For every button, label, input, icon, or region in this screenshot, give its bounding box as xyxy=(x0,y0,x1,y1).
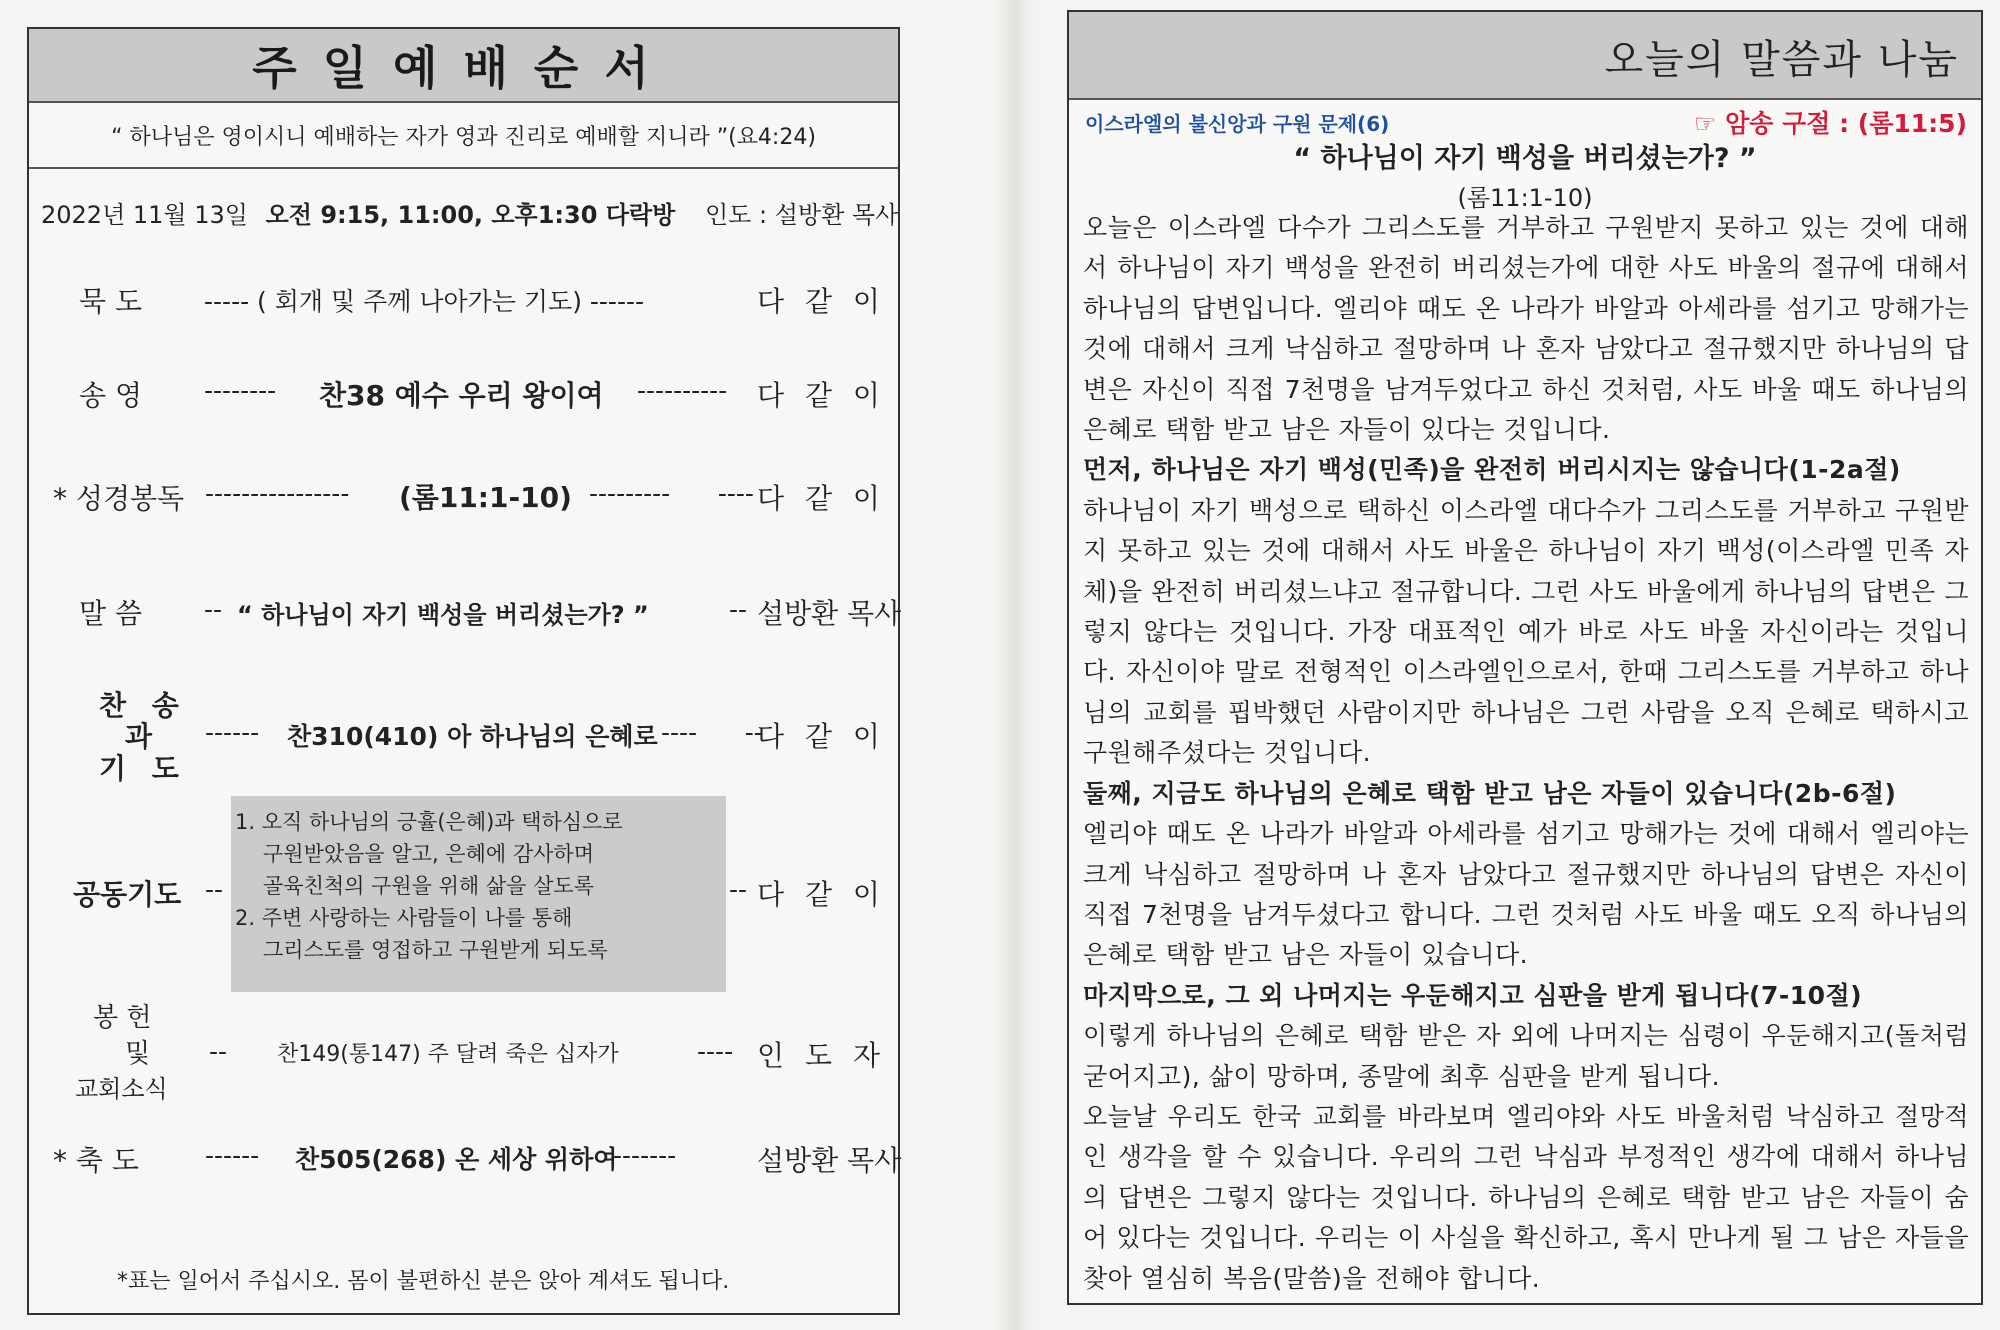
order-by-silent-prayer: 다 같 이 xyxy=(757,285,886,318)
order-by-benediction: 설방환 목사 xyxy=(757,1144,902,1177)
theme-verse: “ 하나님은 영이시니 예배하는 자가 영과 진리로 예배할 지니라 ”(요4:24) xyxy=(29,103,898,169)
worship-order-header xyxy=(29,29,898,103)
order-label-hymn-2: 과 xyxy=(125,720,153,753)
order-by-reading: 다 같 이 xyxy=(757,482,886,515)
sermon-point-heading: 둘째, 지금도 하나님의 은혜로 택함 받고 남은 자들이 있습니다(2b-6절) xyxy=(1083,778,1897,808)
order-label-hymn-1: 찬 송 xyxy=(99,689,187,722)
order-dash-offering-post: ---- xyxy=(697,1037,734,1066)
order-by-praise: 다 같 이 xyxy=(757,379,886,412)
order-label-benediction: * 축 도 xyxy=(53,1144,139,1177)
order-by-sermon: 설방환 목사 xyxy=(757,597,902,630)
sermon-paragraph: 하나님이 자기 백성으로 택하신 이스라엘 대다수가 그리스도를 거부하고 구원받지 못하고 있는 것에 대해서 사도 바울은 하나님이 자기 백성(이스라엘 민족 자체)을 완전히 버리셨느냐고 절규합니다. 그런 사도 바울에게 하나님의 답변은 그렇지 않다는 것입니다. 가장 대표적인 예가 바로 사도 바울 자신이라는 것입니다. 자신이야 말로 전형적인 이스라엘인으로서, 한때 그리스도를 거부하고 하나님의 교회를 핍박했던 사람이지만 하나님은 그런 사람을 오직 은혜로 택하시고 구원해주셨다는 것입니다. xyxy=(1083,495,1969,768)
order-content-reading: (롬11:1-10) xyxy=(399,481,572,514)
todays-word-panel xyxy=(1067,10,1983,1305)
order-label-hymn-3: 기 도 xyxy=(99,752,187,785)
sermon-body xyxy=(1083,208,1969,1299)
order-content-silent-prayer: ----- ( 회개 및 주께 나아가는 기도) ------ xyxy=(204,287,645,316)
order-dash-sermon-post: -- xyxy=(729,595,748,624)
order-dash-praise-post: ---------- xyxy=(637,376,728,405)
sermon-paragraph: 이렇게 하나님의 은혜로 택함 받은 자 외에 나머지는 심령이 우둔해지고(돌처럼 굳어지고), 삶이 망하며, 종말에 최후 심판을 받게 됩니다. xyxy=(1083,1021,1969,1091)
order-dash-common-prayer-post: -- xyxy=(729,875,748,904)
sermon-point-heading: 마지막으로, 그 외 나머지는 우둔해지고 심판을 받게 됩니다(7-10절) xyxy=(1083,980,1863,1010)
order-label-reading: * 성경봉독 xyxy=(53,482,185,515)
worship-order-panel xyxy=(27,27,900,1315)
prayer-line: 구원받았음을 알고, 은혜에 감사하며 xyxy=(263,842,594,866)
order-dash-offering-pre: -- xyxy=(209,1037,228,1066)
sermon-paragraph: 오늘은 이스라엘 다수가 그리스도를 거부하고 구원받지 못하고 있는 것에 대해서 하나님이 자기 백성을 완전히 버리셨는가에 대한 사도 바울의 절규에 대해서 하나님의 답변입니다. 엘리야 때도 온 나라가 바알과 아세라를 섬기고 망해가는 것에 대해서 크게 낙심하고 절망하며 나 혼자 남았다고 절규했지만 하나님의 답변은 자신이 직접 7천명을 남겨두었다고 하신 것처럼, 사도 바울 때도 하나님의 은혜로 택함 받고 남은 자들이 있다는 것입니다. xyxy=(1083,213,1969,445)
prayer-line: 2. 주변 사랑하는 사람들이 나를 통해 xyxy=(235,906,573,930)
order-label-praise: 송 영 xyxy=(79,379,142,412)
service-times: 오전 9:15, 11:00, 오후1:30 다락방 xyxy=(265,201,676,229)
order-by-common-prayer: 다 같 이 xyxy=(757,878,886,911)
order-dash-sermon-pre: -- xyxy=(204,595,223,624)
order-dash-common-prayer-pre: -- xyxy=(205,875,224,904)
sermon-paragraph: 오늘날 우리도 한국 교회를 바라보며 엘리야와 사도 바울처럼 낙심하고 절망적인 생각을 할 수 있습니다. 우리의 그런 낙심과 부정적인 생각에 대해서 하나님의 답변은 그렇지 않다는 것입니다. 하나님의 은혜로 택함 받고 남은 자들이 숨어 있다는 것입니다. 우리는 이 사실을 확신하고, 혹시 만나게 될 그 남은 자들을 찾아 열심히 복음(말씀)을 전해야 합니다. xyxy=(1083,1101,1969,1293)
order-label-sermon: 말 씀 xyxy=(79,597,142,630)
service-date: 2022년 11월 13일 xyxy=(41,201,248,229)
sermon-point-heading: 먼저, 하나님은 자기 백성(민족)을 완전히 버리시지는 않습니다(1-2a절) xyxy=(1083,455,1901,485)
series-title: 이스라엘의 불신앙과 구원 문제(6) xyxy=(1085,112,1390,136)
order-dash-praise-pre: -------- xyxy=(204,376,277,405)
service-leader: 인도 : 설방환 목사 xyxy=(704,201,899,229)
sermon-reference: (롬11:1-10) xyxy=(1457,184,1593,212)
order-content-offering: 찬149(통147) 주 달려 죽은 십자가 xyxy=(277,1042,619,1067)
todays-word-title: 오늘의 말씀과 나눔 xyxy=(1604,37,1959,83)
todays-word-header xyxy=(1069,12,1981,100)
prayer-line: 1. 오직 하나님의 긍휼(은혜)과 택하심으로 xyxy=(235,810,623,834)
order-dash-benediction-post: ------- xyxy=(613,1141,677,1170)
sermon-title: “ 하나님이 자기 백성을 버리셨는가? ” xyxy=(1293,143,1757,174)
order-by-offering: 인 도 자 xyxy=(757,1039,886,1072)
order-label-offering-3: 교회소식 xyxy=(75,1075,168,1103)
memory-verse: ☞ 암송 구절 : (롬11:5) xyxy=(1693,109,1967,138)
order-by-hymn: 다 같 이 xyxy=(757,720,886,753)
order-content-benediction: 찬505(268) 온 세상 위하여 xyxy=(295,1145,618,1174)
common-prayer-box xyxy=(231,796,726,992)
worship-order-title: 주일예배순서 xyxy=(252,41,675,95)
order-content-praise: 찬38 예수 우리 왕이여 xyxy=(319,379,604,412)
prayer-line: 그리스도를 영접하고 구원받게 되도록 xyxy=(263,938,608,962)
order-label-offering-2: 및 xyxy=(125,1039,151,1069)
order-dash-hymn-pre: ------ xyxy=(205,718,260,747)
order-dash-reading-post: --------- ---- xyxy=(589,479,754,508)
prayer-line: 골육친척의 구원을 위해 삶을 살도록 xyxy=(263,874,594,898)
order-label-common-prayer: 공동기도 xyxy=(73,878,182,911)
sermon-paragraph: 엘리야 때도 온 나라가 바알과 아세라를 섬기고 망해가는 것에 대해서 엘리야는 크게 낙심하고 절망하며 나 혼자 남았다고 절규했지만 하나님의 답변은 자신이 직접 7천명을 남겨두셨다고 합니다. 그런 것처럼 사도 바울 때도 오직 하나님의 은혜로 택함 받고 남은 자들이 있습니다. xyxy=(1083,819,1969,970)
order-dash-hymn-post: ---- -- xyxy=(661,718,763,747)
page-gutter xyxy=(995,0,1035,1330)
standing-footnote: *표는 일어서 주십시오. 몸이 불편하신 분은 앉아 계셔도 됩니다. xyxy=(117,1269,730,1294)
order-content-sermon: “ 하나님이 자기 백성을 버리셨는가? ” xyxy=(237,601,649,629)
order-content-hymn: 찬310(410) 아 하나님의 은혜로 xyxy=(287,722,658,751)
service-date-line xyxy=(41,195,898,230)
order-dash-reading-pre: ---------------- xyxy=(205,479,350,508)
order-label-offering-1: 봉 헌 xyxy=(93,1003,152,1033)
order-dash-benediction-pre: ------ xyxy=(205,1141,260,1170)
order-label-silent-prayer: 묵 도 xyxy=(79,285,142,318)
